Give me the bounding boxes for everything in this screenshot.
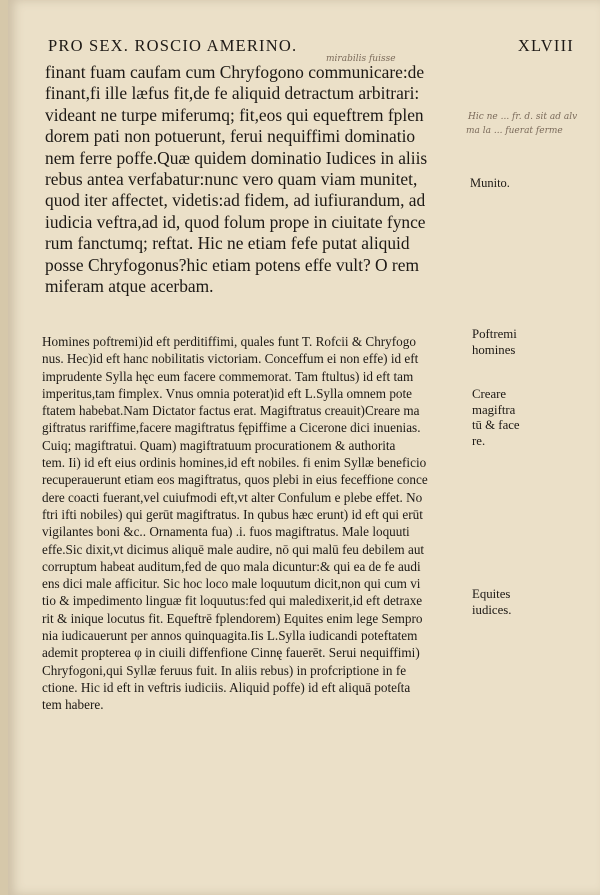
folio-number: XLVIII [517, 36, 574, 55]
margin-note-creare: Creare magiftra tū & face re. [472, 387, 520, 448]
margin-note-munito: Munito. [470, 176, 510, 190]
main-text-block: finant fuam caufam cum Chryfogono communicare:de finant,fi ille læfus fit,de fe aliquid detractum arbitrari: videant ne turpe miferumq; fit,eos qui equeftrem fplen dorem pati non potuerunt, ferui nequiffimi dominatio nem ferre poffe.Quæ quidem dominatio Iudices in aliis rebus antea verfabatur:nunc vero quam viam munitet, quod iter affectet, videtis:ad fidem, ad iufiurandum, ad iudicia veftra,ad id, quod folum prope in ciuitate fynce rum fanctumq; reftat. Hic ne etiam fefe putat aliquid posse Chryfogonus?hic etiam potens effe vult? O rem miferam atque acerbam. [45, 62, 428, 297]
margin-note-equites: Equites iudices. [472, 587, 512, 617]
commentary-block: Homines poftremi)id eft perditiffimi, quales funt T. Rofcii & Chryfogo nus. Hec)id eft hanc nobilitatis victoriam. Conceffum ei non effe) id eft imprudente Sylla hęc eum facere commemorat. Tam ftultus) id eft tam imperitus,tam fimplex. Vnus omnia poterat)id eft L.Sylla omnem pote ftatem habebat.Nam Dictator factus erat. Magiftratus creauit)Creare ma giftratus rariffime,facere magiftratus fępiffime a Cicerone dici inuenias. Cuiq; magiftratui. Quam) magiftratuum procurationem & authorita tem. Ii) id eft eius ordinis homines,id eft nobiles. fi enim Syllæ beneficio recuperauerunt etiam eos magiftratus, quos plebi in eius feceffione conce dere coacti fuerant,vel cuiufmodi eft,vt alter Confulum e plebe effet. No ftri ifti nobiles) qui gerūt magiftratus. In qubus hæc erunt) id eft qui erūt vigilantes boni &c.. Ornamenta fua) .i. fuos magiftratus. Male loquuti effe.Sic dixit,vt dicimus aliquē male audire, nō qui malū feu debilem aut corruptum habeat auditum,fed de quo mala dicuntur:& qui ea de fe audi ens dici male afficitur. Sic hoc loco male loquutum dicit,non qui cum vi tio & impedimento linguæ fit loquutus:fed qui maledixerit,id eft detraxe rit & inique locutus fit. Equeftrē fplendorem) Equites enim lege Sempro nia iudicauerunt per annos quinquagita.Iis L.Sylla iudicandi poteftatem ademit propterea φ in ciuili diffenfione Cinnę fauerēt. Serui nequiffimi) Chryfogoni,qui Syllæ feruus fuit. In aliis rebus) in profcriptione in fe ctione. Hic id eft in veftris iudiciis. Aliquid poffe) id eft aliquā poteſta tem habere. [42, 334, 428, 713]
handwritten-annotation: ma la ... fuerat ferme [466, 126, 563, 136]
handwritten-annotation: mirabilis fuisse [326, 54, 396, 64]
margin-note-postremi: Poftremi homines [472, 327, 517, 357]
running-title: PRO SEX. ROSCIO AMERINO. [48, 36, 298, 55]
book-page [8, 0, 600, 895]
handwritten-annotation: Hic ne ... fr. d. sit ad alv [468, 112, 578, 122]
